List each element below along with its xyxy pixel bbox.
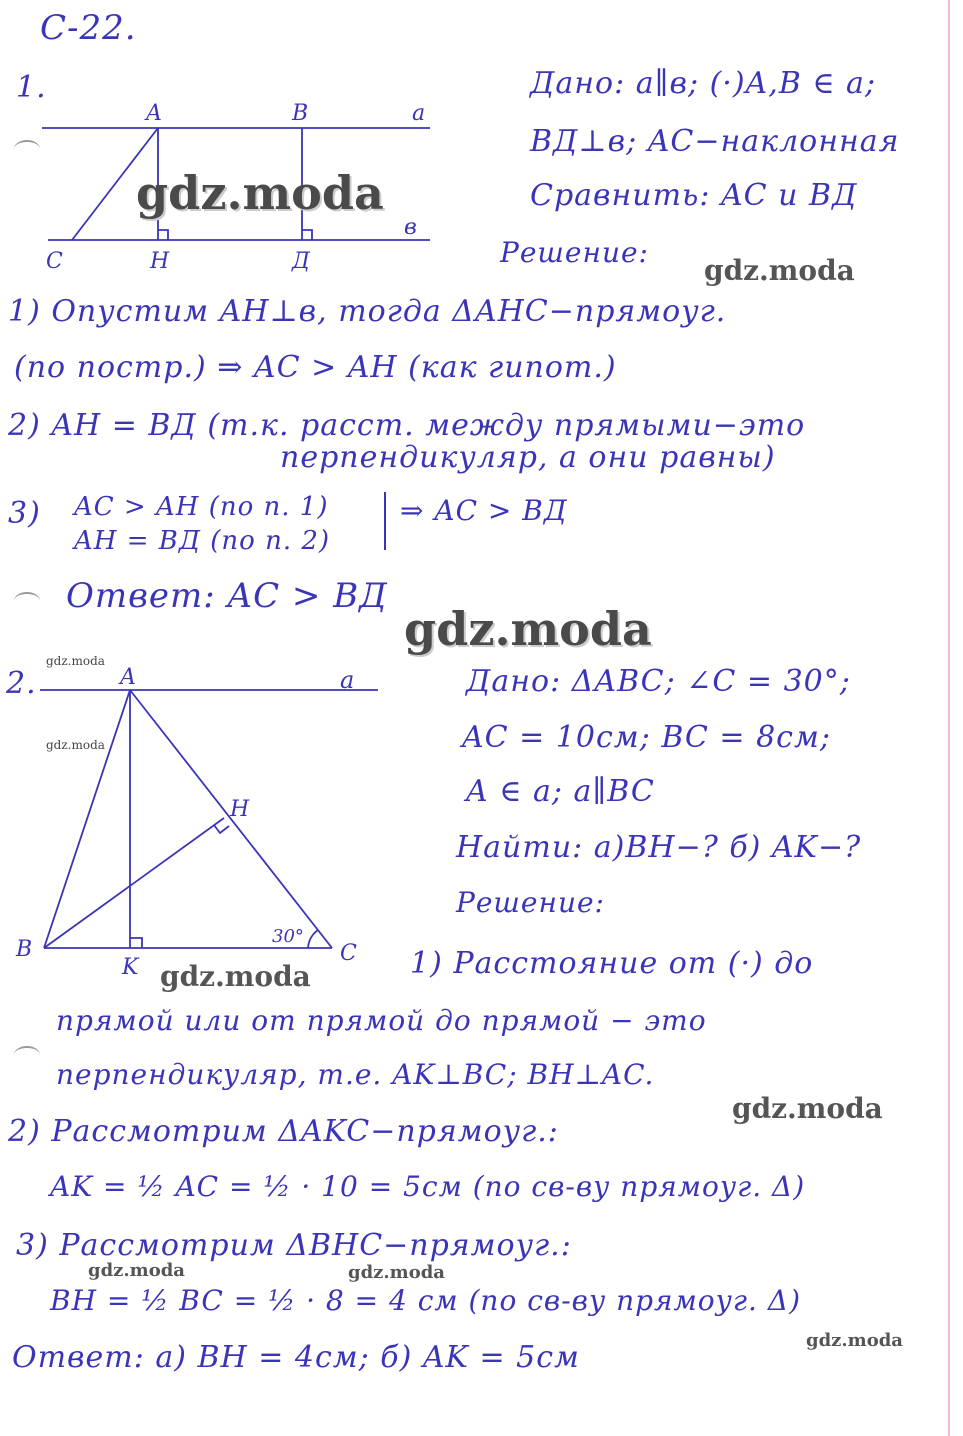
watermark: gdz.moda (806, 1330, 903, 1351)
exercise-label: С-22. (40, 8, 137, 48)
label-line-a: a (412, 101, 426, 126)
problem-1-number: 1. (16, 70, 47, 105)
p2-step-2a: 2) Рассмотрим ΔAKC−прямоуг.: (8, 1114, 559, 1149)
p1-step-3b: AH = BД (по п. 2) (74, 526, 331, 556)
watermark: gdz.moda (732, 1092, 883, 1125)
p1-step-3a: AC > AH (по п. 1) (74, 492, 329, 522)
angle-arc-c (308, 930, 318, 948)
segment-ab (44, 690, 130, 948)
p1-step-1b: (по постр.) ⇒ AC > AH (как гипот.) (14, 350, 617, 385)
watermark: gdz.moda (348, 1262, 445, 1283)
right-angle-k (130, 938, 142, 948)
p2-answer: Ответ: а) BH = 4см; б) AK = 5см (12, 1340, 580, 1375)
p2-given-line-3: A ∈ a; a∥BC (466, 774, 655, 809)
label-c-point: C (46, 249, 63, 274)
label-a-point: A (120, 665, 136, 690)
p2-step-1a: 1) Расстояние от (·) до (410, 946, 814, 981)
p1-step-2a: 2) AH = BД (т.к. расст. между прямыми−это (8, 408, 806, 443)
label-c-point: C (340, 941, 357, 966)
watermark: gdz.moda (46, 654, 105, 668)
label-line-b: в (404, 215, 417, 240)
watermark: gdz.moda (160, 960, 311, 993)
problem-2-number: 2. (6, 666, 37, 701)
p1-solution-title: Решение: (500, 236, 649, 269)
watermark: gdz.moda (46, 738, 105, 752)
p1-step-3-result: ⇒ AC > BД (400, 494, 568, 527)
label-k-point: K (122, 955, 139, 980)
p2-step-2b: AK = ½ AC = ½ · 10 = 5см (по св-ву прямоуг. Δ) (50, 1170, 806, 1203)
p2-solution-title: Решение: (456, 886, 605, 919)
label-angle-c: 30° (272, 926, 304, 947)
p1-given-line-2: BД⊥в; AC−наклонная (530, 124, 900, 159)
watermark: gdz.moda (704, 254, 855, 287)
p2-step-1b: прямой или от прямой до прямой − это (56, 1004, 707, 1037)
p1-compare: Сравнить: AC и BД (530, 178, 858, 213)
label-a-point: A (146, 101, 162, 126)
label-d-point: Д (292, 249, 310, 274)
p2-step-1c: перпендикуляр, т.е. AK⊥BC; BH⊥AC. (56, 1058, 655, 1091)
label-h-point: H (150, 249, 170, 274)
segment-bh (44, 818, 224, 948)
p1-answer: Ответ: AC > BД (66, 576, 388, 616)
p1-step-1a: 1) Опустим AH⊥в, тогда ΔAHC−прямоуг. (8, 294, 727, 329)
p2-step-3b: BH = ½ BC = ½ · 8 = 4 см (по св-ву прямоуг. Δ) (50, 1284, 802, 1317)
p2-step-3a: 3) Рассмотрим ΔBHC−прямоуг.: (16, 1228, 572, 1263)
label-h-point: H (230, 797, 250, 822)
p1-step-2b: перпендикуляр, а они равны) (280, 440, 776, 475)
p2-find: Найти: а)BH−? б) AK−? (456, 830, 862, 865)
label-line-a: a (340, 666, 355, 694)
p2-given-line-1: Дано: ΔABC; ∠C = 30°; (466, 664, 851, 699)
p1-given-line-1: Дано: a∥в; (·)A,B ∈ a; (530, 66, 877, 101)
right-angle-h (214, 825, 229, 833)
p2-given-line-2: AC = 10см; BC = 8см; (462, 720, 831, 755)
label-b-point: B (292, 101, 309, 126)
watermark: gdz.moda (136, 166, 384, 220)
label-b-point: B (16, 937, 33, 962)
watermark: gdz.moda (88, 1260, 185, 1281)
watermark: gdz.moda (404, 602, 652, 656)
p1-step-3-label: 3) (8, 496, 41, 531)
